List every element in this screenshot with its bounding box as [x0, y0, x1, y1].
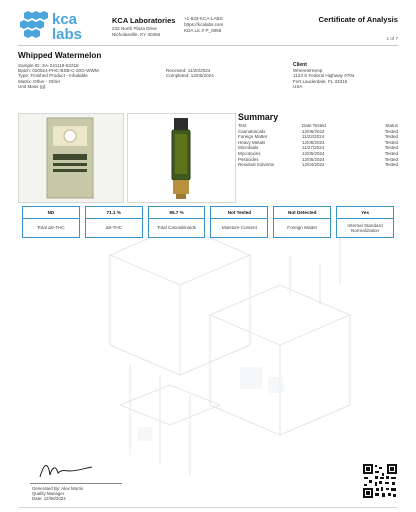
sample-info [18, 63, 99, 89]
logo-text-kca: kca [52, 11, 78, 28]
lab-website: https://kcalabs.com [184, 22, 224, 27]
summary-status: Tested [384, 162, 398, 168]
client-country: USA [293, 83, 303, 89]
client-info [293, 63, 354, 89]
unit-mass: Unit Mass (g): [18, 83, 47, 89]
result-box-d8-thc [85, 206, 143, 238]
completed-date: Completed: 12/06/2024 [166, 73, 214, 79]
disclaimer-text [18, 507, 398, 509]
summary-date: 12/06/2024 [302, 139, 325, 145]
received-date: Received: 11/20/2024 [166, 68, 211, 73]
summary-test: Mycotoxins [238, 150, 261, 156]
product-name: Whipped Watermelon [18, 51, 102, 60]
generated-date: Date: 12/06/2024 [32, 496, 66, 502]
result-label: Total Cannabinoids [157, 225, 197, 231]
document-title: Certificate of Analysis [318, 15, 398, 24]
qr-code [362, 463, 398, 499]
header-divider [18, 45, 398, 46]
result-value: Not Detected [274, 207, 330, 219]
logo-text-labs: labs [52, 26, 83, 42]
summary-row [238, 162, 398, 168]
dates [166, 68, 214, 78]
summary-test: Microbials [238, 145, 259, 151]
result-box-total-cannabinoids [148, 206, 206, 238]
lab-contact [184, 16, 223, 34]
summary-date: 12/04/2024 [302, 162, 325, 168]
generator-role: Quality Manager [32, 491, 65, 497]
matrix: Matrix: Other - Other [18, 78, 61, 84]
summary-date: 11/22/2024 [302, 134, 325, 140]
lab-license: KDA Lic.# P_0058 [184, 28, 222, 33]
result-value: Not Tested [211, 207, 267, 219]
result-value: 71.1 % [86, 207, 142, 219]
product-box-photo [18, 113, 124, 203]
client-address-1: 1123 S Federal Highway #704 [293, 73, 355, 79]
result-label: Foreign Matter [287, 225, 318, 231]
result-label: Total Δ9-THC [37, 225, 65, 231]
client-title: Client [293, 62, 307, 68]
result-value: ND [23, 207, 79, 219]
summary-header-test: Test [238, 123, 247, 128]
summary-table [238, 123, 398, 168]
summary-test: Residual Solvents [238, 162, 275, 168]
lab-phone: +1-833-KCA-LABS [184, 16, 223, 21]
result-label: Moisture Content [221, 225, 257, 231]
lab-name: KCA Laboratories [112, 16, 176, 25]
summary-test: Cannabinoids [238, 128, 266, 134]
summary-date: 12/05/2024 [302, 156, 325, 162]
summary-header-date: Date Tested [302, 123, 326, 128]
batch: Batch: 020524-PHC-BSB-C-20G-WWM [18, 68, 99, 74]
summary-status: Tested [384, 128, 398, 134]
page-number: 1 of 7 [386, 36, 398, 41]
generated-by: Generated By: Alex Morris [32, 486, 84, 491]
product-box-image [19, 114, 123, 202]
summary-title: Summary [238, 112, 279, 122]
address-line-1: 232 North Plaza Drive [112, 26, 157, 31]
lab-address [112, 26, 160, 38]
result-box-moisture-content [210, 206, 268, 238]
result-label: Internal Standard Normalization [347, 222, 383, 233]
result-box-internal-standard [336, 206, 394, 238]
result-label: Δ8-THC [105, 225, 123, 231]
result-value: 95.7 % [149, 207, 205, 219]
summary-date: 12/06/2024 [302, 128, 325, 134]
address-line-2: Nicholasville, KY 40356 [112, 32, 161, 37]
summary-date: 12/05/2024 [302, 150, 325, 156]
client-name: WhereIsHemp [293, 68, 323, 74]
generated-by-block [32, 486, 83, 502]
results-strip [22, 206, 394, 238]
vape-cartridge-image [128, 114, 235, 202]
summary-status: Tested [384, 150, 398, 156]
summary-header-status: Status [385, 123, 398, 128]
cube-watermark [90, 195, 380, 485]
sample-type: Type: Finished Product - Inhalable [18, 73, 88, 79]
summary-test: Heavy Metals [238, 139, 266, 145]
result-box-foreign-matter [273, 206, 331, 238]
summary-status: Tested [384, 156, 398, 162]
summary-test: Foreign Matter [238, 134, 268, 140]
summary-test: Pesticides [238, 156, 259, 162]
summary-date: 11/27/2024 [302, 145, 325, 151]
signature [36, 459, 96, 481]
client-address-2: Fort Lauderdale, FL 33316 [293, 78, 348, 84]
result-value: Yes [337, 207, 393, 219]
vape-cartridge-photo [127, 113, 236, 203]
sample-id: Sample ID: SA-241119-53218 [18, 63, 79, 68]
signature-line [30, 483, 122, 484]
summary-status: Tested [384, 145, 398, 151]
summary-status: Tested [384, 134, 398, 140]
summary-status: Tested [384, 139, 398, 145]
result-box-total-d9-thc [22, 206, 80, 238]
